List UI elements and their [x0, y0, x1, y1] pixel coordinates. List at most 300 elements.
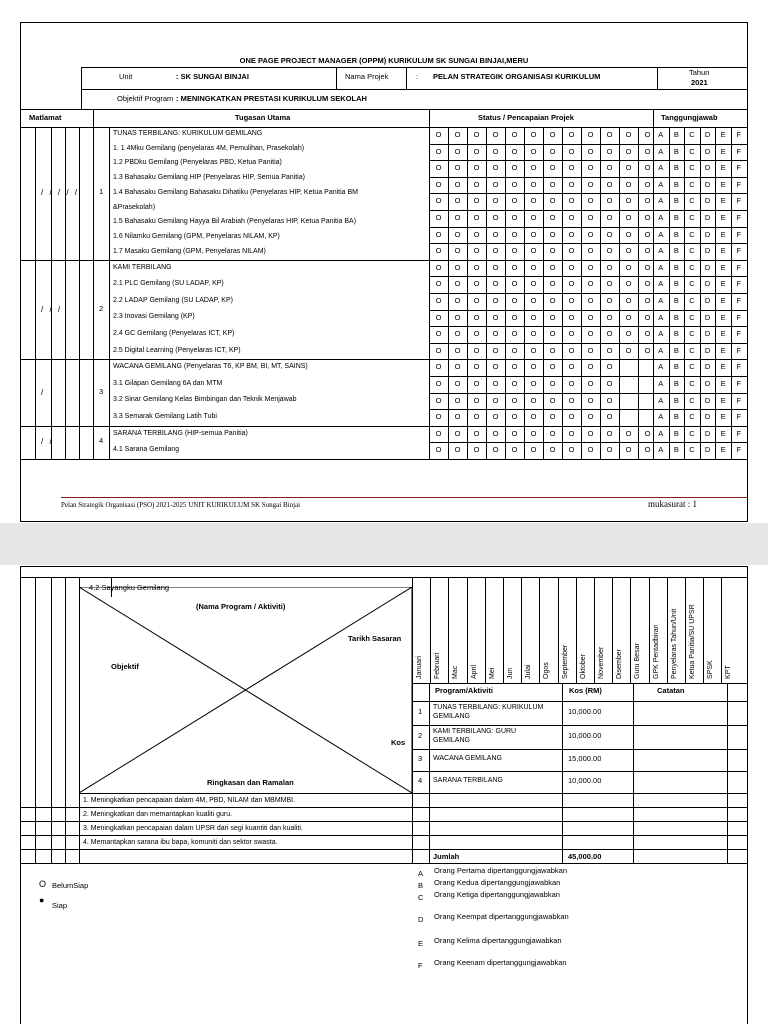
status-marker: O — [530, 246, 537, 256]
status-marker: O — [511, 362, 518, 372]
status-marker: O — [473, 412, 480, 422]
status-marker: O — [530, 296, 537, 305]
task-item: 1.2 PBDku Gemilang (Penyelaras PBD, Ketua Panitia) — [113, 159, 282, 167]
status-marker: O — [492, 213, 499, 222]
task-item: SARANA TERBILANG (HIP-semua Panitia) — [113, 429, 248, 437]
status-marker: O — [587, 146, 594, 156]
responsibility-letter: B — [673, 262, 679, 272]
responsibility-letter: F — [736, 213, 742, 222]
status-marker: O — [454, 312, 461, 322]
program-name: GEMILANG — [433, 737, 470, 744]
responsibility-letter: F — [418, 961, 423, 970]
program-name: KAMI TERBILANG: GURU — [433, 728, 517, 735]
responsibility-legend: Orang Kedua dipertanggungjawabkan — [434, 878, 561, 887]
status-marker: O — [492, 395, 499, 405]
status-marker: O — [644, 296, 651, 305]
legend — [21, 567, 747, 1025]
status-marker: O — [587, 163, 594, 173]
status-marker: O — [530, 379, 537, 388]
status-marker: O — [549, 379, 556, 388]
status-marker: O — [435, 229, 442, 239]
status-marker: O — [530, 445, 537, 455]
status-marker: O — [606, 412, 613, 422]
status-marker: O — [644, 246, 651, 256]
status-marker: O — [511, 296, 518, 305]
responsibility-letter: F — [736, 362, 742, 372]
responsibility-letter: E — [418, 939, 424, 948]
responsibility-letter: A — [658, 428, 664, 438]
responsibility-letter: C — [689, 395, 695, 405]
status-marker: O — [625, 279, 632, 289]
status-marker: O — [511, 179, 518, 189]
status-marker: O — [606, 179, 613, 189]
status-marker: O — [435, 213, 442, 222]
status-marker: O — [492, 362, 499, 372]
role-label: Penyelaras Tahun/Unit — [670, 608, 678, 679]
x-left-label: Objektif — [111, 662, 139, 671]
responsibility-letter: B — [673, 445, 679, 455]
total-value: 45,000.00 — [568, 852, 602, 861]
responsibility-letter: E — [720, 146, 726, 156]
status-marker: O — [606, 345, 613, 355]
month-label: Mac — [452, 665, 460, 679]
status-marker: O — [530, 213, 537, 222]
status-marker: O — [568, 445, 575, 455]
status-marker: O — [435, 246, 442, 256]
status-marker: O — [511, 130, 518, 139]
status-marker: O — [435, 379, 442, 388]
status-marker: O — [530, 428, 537, 438]
status-marker: O — [473, 279, 480, 289]
status-marker: O — [473, 362, 480, 372]
status-marker: O — [492, 179, 499, 189]
status-marker: O — [606, 213, 613, 222]
month-label: Januari — [416, 656, 423, 679]
status-marker: O — [530, 262, 537, 272]
responsibility-letter: D — [704, 179, 711, 189]
status-marker: O — [530, 362, 537, 372]
responsibility-letter: A — [658, 146, 664, 156]
responsibility-letter: F — [736, 412, 742, 422]
status-marker: O — [644, 329, 651, 339]
status-marker: O — [606, 163, 613, 173]
status-marker: O — [492, 329, 499, 339]
status-marker: O — [625, 179, 632, 189]
month-label: November — [598, 646, 605, 679]
status-marker: O — [568, 163, 575, 173]
program-cost: 15,000.00 — [568, 754, 602, 763]
status-marker: O — [435, 395, 442, 405]
status-marker: O — [511, 395, 518, 405]
responsibility-letter: E — [720, 279, 726, 289]
status-marker: O — [625, 213, 632, 222]
status-marker: O — [549, 312, 556, 322]
task-item: 2.5 Digital Learning (Penyelaras ICT, KP) — [113, 346, 241, 354]
status-marker: O — [435, 262, 442, 272]
status-marker: O — [568, 395, 575, 405]
status-marker: O — [568, 312, 575, 322]
responsibility-letter: F — [736, 428, 742, 438]
program-header: Program/Aktiviti — [435, 686, 493, 695]
status-marker: O — [454, 229, 461, 239]
responsibility-letter: A — [658, 279, 664, 289]
month-label: April — [470, 664, 478, 679]
responsibility-letter: F — [736, 312, 742, 322]
status-legend-label: Siap — [52, 901, 68, 910]
month-label: Disember — [616, 649, 624, 679]
status-marker: O — [473, 345, 480, 355]
status-marker: O — [492, 345, 499, 355]
page-two — [20, 566, 748, 1024]
status-marker: O — [473, 329, 480, 339]
status-marker: O — [568, 246, 575, 256]
responsibility-letter: D — [704, 345, 711, 355]
responsibility-letter: A — [418, 869, 424, 878]
header-tugasan: Tugasan Utama — [235, 113, 291, 122]
status-marker: O — [473, 379, 480, 388]
responsibility-letter: A — [658, 296, 664, 305]
status-marker: O — [511, 428, 518, 438]
group-number: 3 — [99, 386, 104, 396]
status-marker: O — [644, 428, 651, 438]
program-cost: 10,000.00 — [568, 707, 602, 716]
status-marker: O — [568, 428, 575, 438]
task-item: 3.3 Semarak Gemilang Latih Tubi — [113, 413, 217, 420]
status-marker: O — [606, 312, 613, 322]
responsibility-letter: F — [736, 445, 742, 455]
grid-vline — [747, 127, 748, 459]
responsibility-letter: F — [736, 229, 742, 239]
status-marker: O — [454, 213, 461, 222]
task-item: 2.4 GC Gemilang (Penyelaras ICT, KP) — [113, 330, 235, 337]
responsibility-letter: D — [704, 130, 711, 139]
total-label: Jumlah — [433, 852, 460, 861]
grid-vline — [51, 127, 52, 459]
status-marker: O — [587, 179, 594, 189]
responsibility-letter: D — [704, 146, 711, 156]
status-marker: O — [492, 246, 499, 256]
status-marker: O — [435, 279, 442, 289]
status-marker: O — [492, 379, 499, 388]
status-marker: O — [549, 163, 556, 173]
status-marker: O — [644, 179, 651, 189]
x-cost-label: Kos — [391, 738, 406, 747]
objective-item: 1. Meningkatkan pencapaian dalam 4M, PBD, NILAM dan MBMMBI. — [83, 797, 296, 804]
x-top-label: (Nama Program / Aktiviti) — [196, 602, 286, 611]
responsibility-letter: F — [736, 395, 742, 405]
status-marker: O — [606, 146, 613, 156]
x-bottom-label: Ringkasan dan Ramalan — [207, 778, 294, 787]
responsibility-letter: C — [689, 362, 695, 372]
responsibility-letter: C — [689, 146, 695, 156]
responsibility-letter: C — [689, 329, 695, 339]
status-marker: O — [644, 130, 651, 139]
footer-page-number: mukasurat : 1 — [648, 499, 697, 509]
task-item: KAMI TERBILANG — [113, 263, 172, 271]
status-marker: O — [587, 428, 594, 438]
status-marker: O — [587, 312, 594, 322]
status-marker: O — [454, 163, 461, 173]
responsibility-letter: D — [704, 229, 711, 239]
responsibility-letter: B — [673, 213, 679, 222]
status-marker: O — [530, 196, 537, 206]
status-marker: O — [625, 130, 632, 139]
status-marker: O — [492, 262, 499, 272]
page-gap — [0, 523, 768, 565]
grid-vline — [109, 127, 110, 459]
status-marker: O — [606, 262, 613, 272]
responsibility-letter: D — [704, 296, 711, 305]
program-name: GEMILANG — [433, 713, 470, 720]
goal-marks: / / / / / — [41, 188, 80, 198]
responsibility-letter: E — [720, 296, 726, 305]
responsibility-letter: F — [736, 379, 742, 388]
responsibility-letter: A — [658, 412, 664, 422]
status-marker: O — [435, 130, 442, 139]
status-marker: O — [549, 130, 556, 139]
status-marker: O — [492, 229, 499, 239]
responsibility-letter: C — [689, 262, 695, 272]
responsibility-letter: B — [673, 395, 679, 405]
task-item: 3.1 Gilapan Gemilang 6A dan MTM — [113, 379, 223, 387]
status-marker: O — [625, 196, 632, 206]
task-item: 1.3 Bahasaku Gemilang HIP (Penyelaras HIP, Semua Panitia) — [113, 174, 305, 182]
header-matlamat: Matlamat — [29, 113, 62, 122]
responsibility-letter: A — [658, 345, 664, 355]
status-marker: O — [473, 179, 480, 189]
status-marker: O — [587, 229, 594, 239]
status-marker: O — [549, 146, 556, 156]
status-marker: O — [549, 445, 556, 455]
responsibility-letter: B — [673, 379, 679, 388]
status-marker: O — [530, 412, 537, 422]
responsibility-letter: D — [704, 213, 711, 222]
responsibility-letter: B — [673, 163, 679, 173]
responsibility-letter: D — [704, 262, 711, 272]
status-marker: O — [511, 146, 518, 156]
program-cost: 10,000.00 — [568, 731, 602, 740]
group-number: 1 — [99, 187, 104, 197]
status-marker: O — [511, 312, 518, 322]
responsibility-letter: E — [720, 130, 726, 139]
project-colon: : — [416, 72, 419, 81]
status-marker: O — [625, 312, 632, 322]
status-marker: O — [644, 196, 651, 206]
responsibility-letter: E — [720, 262, 726, 272]
responsibility-letter: E — [720, 246, 726, 256]
status-marker: O — [568, 146, 575, 156]
status-marker: O — [606, 445, 613, 455]
status-marker: O — [454, 412, 461, 422]
status-marker: O — [568, 179, 575, 189]
role-label: SPSK — [707, 660, 715, 679]
status-marker: O — [435, 445, 442, 455]
status-marker: O — [549, 262, 556, 272]
status-marker: O — [606, 395, 613, 405]
status-marker: O — [625, 428, 632, 438]
responsibility-letter: B — [673, 412, 679, 422]
responsibility-letter: F — [736, 179, 742, 189]
objective-value: : MENINGKATKAN PRESTASI KURIKULUM SEKOLAH — [176, 94, 367, 103]
responsibility-letter: B — [673, 229, 679, 239]
responsibility-letter: C — [689, 229, 695, 239]
status-marker: O — [606, 379, 613, 388]
task-item: 4.1 Sarana Gemilang — [113, 446, 180, 454]
status-marker: O — [435, 163, 442, 173]
responsibility-letter: F — [736, 345, 742, 355]
objective-item: 3. Meningkatkan pencapaian dalam UPSR dari segi kuantiti dan kualiti. — [83, 825, 303, 832]
status-marker: O — [492, 428, 499, 438]
month-label: Julai — [525, 664, 533, 679]
status-marker: O — [435, 296, 442, 305]
responsibility-letter: F — [736, 246, 742, 256]
status-marker: O — [644, 262, 651, 272]
status-marker: O — [644, 312, 651, 322]
status-marker: O — [454, 329, 461, 339]
filled-circle-icon: ● — [39, 895, 45, 905]
status-marker: O — [454, 362, 461, 372]
status-marker: O — [625, 329, 632, 339]
status-marker: O — [511, 163, 518, 173]
objective-item: 4. Memantapkan sarana ibu bapa, komuniti dan sektor swasta. — [83, 839, 278, 846]
status-marker: O — [454, 345, 461, 355]
unit-label: Unit — [119, 72, 133, 81]
open-circle-icon: O — [39, 879, 47, 889]
status-marker: O — [606, 130, 613, 139]
status-marker: O — [492, 146, 499, 156]
responsibility-letter: E — [720, 312, 726, 322]
responsibility-letter: F — [736, 196, 742, 206]
responsibility-letter: D — [704, 395, 711, 405]
status-marker: O — [454, 262, 461, 272]
status-marker: O — [644, 163, 651, 173]
project-label: Nama Projek — [345, 72, 389, 81]
status-marker: O — [454, 179, 461, 189]
role-label: Ketua Panitia/SU UPSR — [689, 604, 696, 679]
status-marker: O — [549, 213, 556, 222]
responsibility-letter: A — [658, 179, 664, 189]
task-item: 2.2 LADAP Gemilang (SU LADAP, KP) — [113, 296, 233, 304]
responsibility-letter: C — [418, 893, 424, 902]
status-marker: O — [454, 146, 461, 156]
month-label: Ogos — [543, 662, 551, 679]
status-marker: O — [454, 296, 461, 305]
status-marker: O — [454, 246, 461, 256]
responsibility-letter: B — [673, 279, 679, 289]
responsibility-letter: C — [689, 296, 695, 305]
status-marker: O — [549, 362, 556, 372]
status-marker: O — [435, 345, 442, 355]
responsibility-letter: A — [658, 246, 664, 256]
month-label: September — [561, 644, 569, 679]
project-value: PELAN STRATEGIK ORGANISASI KURIKULUM — [433, 72, 601, 81]
status-marker: O — [454, 379, 461, 388]
status-marker: O — [435, 412, 442, 422]
status-marker: O — [454, 445, 461, 455]
responsibility-letter: C — [689, 279, 695, 289]
status-marker: O — [587, 395, 594, 405]
responsibility-letter: C — [689, 445, 695, 455]
responsibility-letter: B — [673, 196, 679, 206]
status-marker: O — [435, 329, 442, 339]
task-item: 1.5 Bahasaku Gemilang Hayya Bil Arabiah (Penyelaras HIP, Ketua Panitia BA) — [113, 218, 357, 226]
month-label: Jun — [507, 667, 514, 679]
grid-vline — [79, 127, 80, 459]
responsibility-letter: D — [704, 246, 711, 256]
status-marker: O — [568, 296, 575, 305]
status-marker: O — [435, 362, 442, 372]
responsibility-legend: Orang Keempat dipertanggungjawabkan — [434, 912, 569, 921]
responsibility-letter: F — [736, 163, 742, 173]
responsibility-letter: B — [673, 179, 679, 189]
status-marker: O — [587, 345, 594, 355]
status-marker: O — [454, 395, 461, 405]
status-marker: O — [549, 395, 556, 405]
responsibility-letter: A — [658, 362, 664, 372]
responsibility-letter: E — [720, 345, 726, 355]
footer-left: Pelan Strategik Organisasi (PSO) 2021-2025 UNIT KURIKULUM SK Sungai Binjai — [61, 501, 301, 509]
responsibility-letter: E — [720, 196, 726, 206]
responsibility-letter: C — [689, 163, 695, 173]
status-marker: O — [511, 412, 518, 422]
responsibility-letter: E — [720, 163, 726, 173]
status-marker: O — [492, 445, 499, 455]
x-right-label: Tarikh Sasaran — [348, 634, 402, 643]
status-marker: O — [454, 130, 461, 139]
status-marker: O — [511, 262, 518, 272]
responsibility-letter: C — [689, 196, 695, 206]
status-marker: O — [549, 412, 556, 422]
status-marker: O — [606, 196, 613, 206]
grid-hline — [21, 459, 747, 460]
responsibility-legend: Orang Pertama dipertanggungjawabkan — [434, 866, 568, 875]
header-tanggungjawab: Tanggungjawab — [661, 113, 718, 122]
status-marker: O — [473, 146, 480, 156]
role-label: KPT — [725, 665, 733, 679]
status-marker: O — [492, 279, 499, 289]
responsibility-letter: C — [689, 246, 695, 256]
responsibility-letter: C — [689, 379, 695, 388]
status-marker: O — [549, 229, 556, 239]
program-number: 3 — [418, 754, 423, 763]
task-item: 3.2 Sinar Gemilang Kelas Bimbingan dan Teknik Menjawab — [113, 396, 297, 404]
responsibility-letter: C — [689, 213, 695, 222]
responsibility-letter: E — [720, 412, 726, 422]
status-marker: O — [568, 329, 575, 339]
responsibility-letter: D — [704, 312, 711, 322]
group-number: 4 — [99, 436, 104, 446]
program-name: SARANA TERBILANG — [433, 777, 503, 784]
status-marker: O — [530, 130, 537, 139]
status-marker: O — [587, 262, 594, 272]
status-marker: O — [549, 179, 556, 189]
task-item: 1.6 Nilamku Gemilang (GPM, Penyelaras NILAM, KP) — [113, 233, 280, 241]
responsibility-legend: Orang Keenam dipertanggungjawabkan — [434, 958, 567, 967]
status-marker: O — [587, 246, 594, 256]
role-label: GPK Pentadbiran — [652, 624, 660, 679]
group-number: 2 — [99, 303, 104, 313]
status-marker: O — [606, 428, 613, 438]
responsibility-letter: E — [720, 179, 726, 189]
goal-marks: / / / — [41, 304, 63, 314]
responsibility-letter: B — [418, 881, 424, 890]
status-marker: O — [549, 296, 556, 305]
responsibility-letter: D — [704, 362, 711, 372]
status-marker: O — [625, 345, 632, 355]
status-marker: O — [644, 213, 651, 222]
grid-vline — [653, 109, 654, 127]
status-marker: O — [644, 229, 651, 239]
